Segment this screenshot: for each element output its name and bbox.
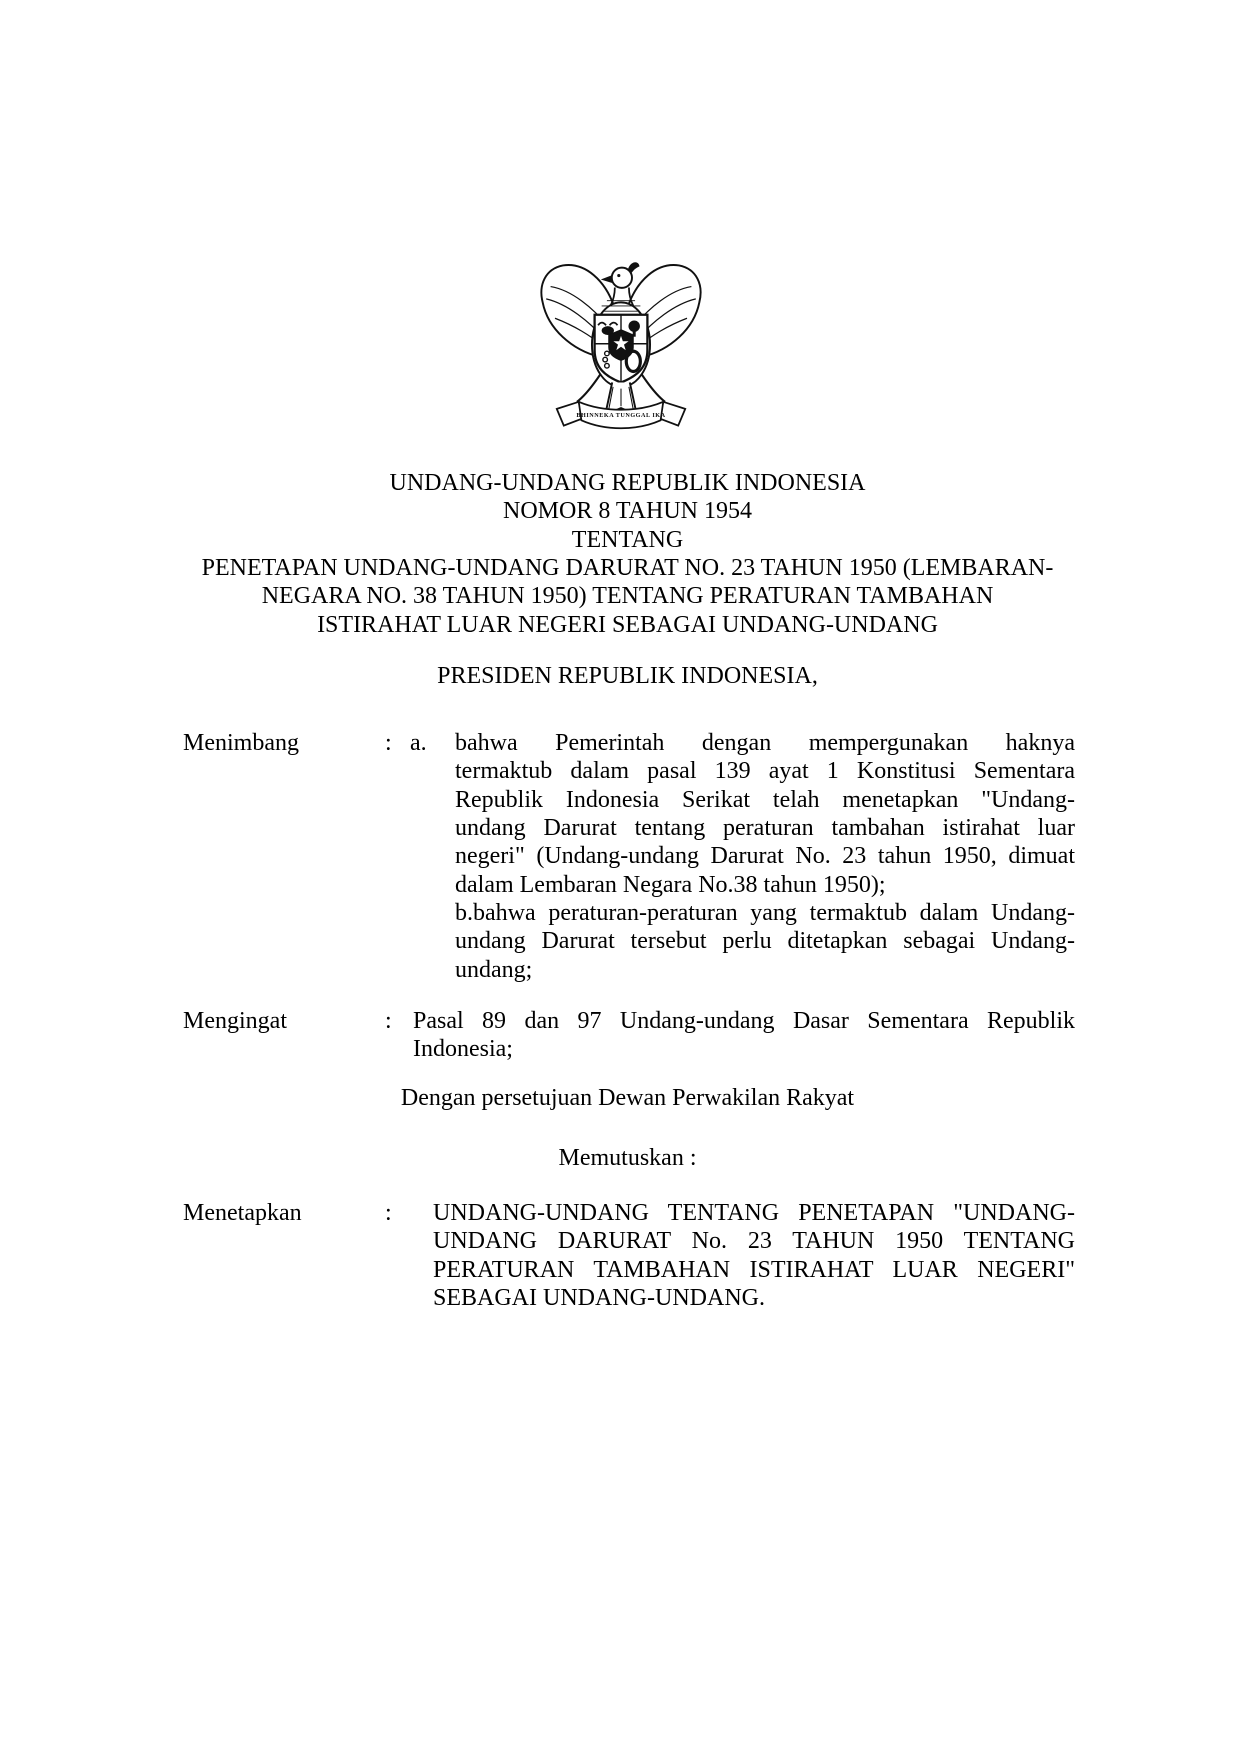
section-label-menimbang: Menimbang [183,730,299,756]
clause-line: Republik Indonesia Serikat telah menetapkan "Undang- [455,786,1075,813]
preamble-heading: PRESIDEN REPUBLIK INDONESIA, [437,663,818,689]
clause-line: undang Darurat tersebut perlu ditetapkan sebagai Undang- [455,928,1075,955]
agreement-line: Dengan persetujuan Dewan Perwakilan Rakyat [400,1085,855,1111]
title-line: NOMOR 8 TAHUN 1954 [503,498,752,525]
clause-line: UNDANG-UNDANG TENTANG PENETAPAN "UNDANG- [433,1200,1075,1226]
title-line: TENTANG [571,526,684,553]
garuda-pancasila-emblem [533,244,709,440]
section-mengingat [0,1007,1240,1067]
document-title-block [180,469,1075,639]
list-marker-a: a. [410,730,427,756]
clause-line: termaktub dalam pasal 139 ayat 1 Konstitusi Sementara [455,758,1075,785]
clause-line: UNDANG DARURAT No. 23 TAHUN 1950 TENTANG [433,1228,1075,1255]
clause-line: bahwa Pemerintah dengan mempergunakan haknya [455,730,1075,756]
clause-line: b.bahwa peraturan-peraturan yang termaktub dalam Undang- [455,899,1075,926]
section-colon: : [385,1200,392,1226]
title-line: NEGARA NO. 38 TAHUN 1950) TENTANG PERATURAN TAMBAHAN [261,583,994,610]
clause-line: negeri" (Undang-undang Darurat No. 23 tahun 1950, dimuat [455,843,1075,870]
clause-line: undang; [455,956,533,983]
section-label-menetapkan: Menetapkan [183,1200,302,1226]
clause-line: Indonesia; [413,1036,513,1063]
section-label-mengingat: Mengingat [183,1008,287,1034]
title-line: PENETAPAN UNDANG-UNDANG DARURAT NO. 23 TAHUN 1950 (LEMBARAN- [201,554,1054,581]
clause-line: PERATURAN TAMBAHAN ISTIRAHAT LUAR NEGERI" [433,1256,1075,1283]
section-menimbang [0,729,1240,989]
clause-line: undang Darurat tentang peraturan tambahan istirahat luar [455,814,1075,841]
emblem-banner-text: BHINNEKA TUNGGAL IKA [576,412,666,419]
clause-line: dalam Lembaran Negara No.38 tahun 1950); [455,871,886,898]
section-colon: : [385,730,392,756]
clause-line: SEBAGAI UNDANG-UNDANG. [433,1284,765,1311]
section-colon: : [385,1008,392,1034]
clause-line: Pasal 89 dan 97 Undang-undang Dasar Sementara Republik [413,1008,1075,1034]
section-menetapkan [0,1199,1240,1319]
garuda-emblem-drawing [533,244,709,440]
decision-heading: Memutuskan : [558,1145,697,1171]
title-line: ISTIRAHAT LUAR NEGERI SEBAGAI UNDANG-UNDANG [317,611,938,638]
menetapkan-paragraph [433,1199,1075,1312]
menimbang-paragraphs [455,729,1075,984]
mengingat-paragraph [413,1007,1075,1064]
title-line: UNDANG-UNDANG REPUBLIK INDONESIA [389,470,866,496]
